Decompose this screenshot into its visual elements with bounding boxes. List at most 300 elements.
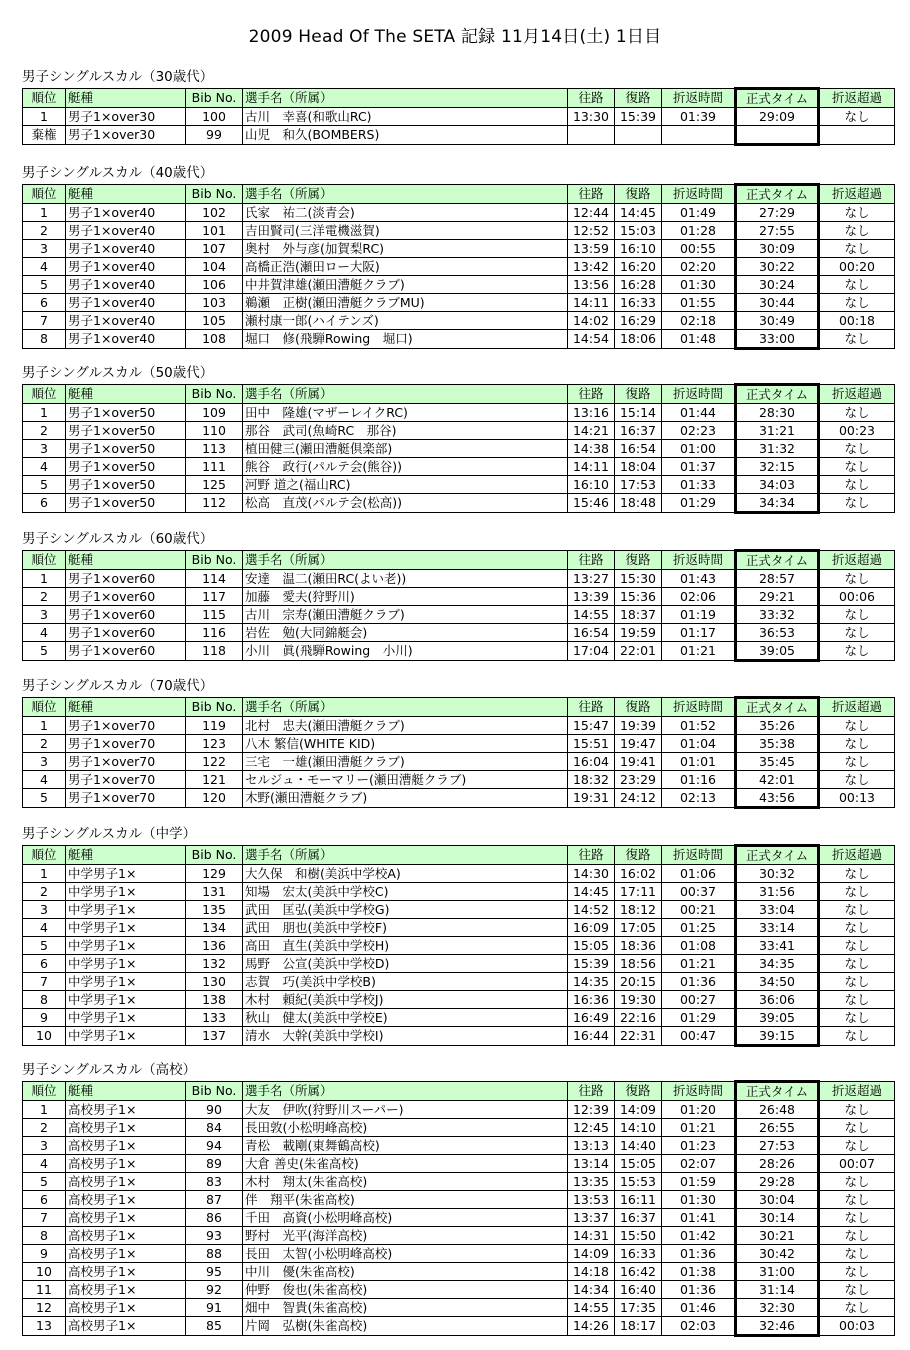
cell-return-time: 22:16 <box>615 1009 662 1027</box>
cell-return-time: 15:30 <box>615 570 662 588</box>
cell-outbound-time: 13:56 <box>568 276 615 294</box>
cell-athlete-name: 奥村 外与彦(加賀梨RC) <box>243 240 568 258</box>
cell-turn-time: 01:30 <box>662 1191 736 1209</box>
cell-turn-time: 01:36 <box>662 973 736 991</box>
results-table <box>22 549 895 662</box>
cell-outbound-time: 13:59 <box>568 240 615 258</box>
cell-official-time: 42:01 <box>736 771 819 789</box>
cell-return-time: 17:35 <box>615 1299 662 1317</box>
cell-athlete-name: 松高 直茂(パルテ会(松高)) <box>243 494 568 513</box>
cell-outbound-time: 19:31 <box>568 789 615 808</box>
cell-official-time: 30:21 <box>736 1227 819 1245</box>
cell-rank: 2 <box>23 422 66 440</box>
column-header-athlete-name: 選手名（所属） <box>243 89 568 108</box>
cell-bib-no: 118 <box>186 642 243 661</box>
cell-turn-time: 01:21 <box>662 1119 736 1137</box>
cell-official-time: 27:29 <box>736 204 819 222</box>
column-header-bib-no: Bib No. <box>186 1082 243 1101</box>
cell-bib-no: 100 <box>186 108 243 126</box>
cell-rank: 6 <box>23 955 66 973</box>
cell-turn-overtime: なし <box>819 717 895 735</box>
cell-athlete-name: 高橋正浩(瀬田ロー大阪) <box>243 258 568 276</box>
column-header-turn-time: 折返時間 <box>662 551 736 570</box>
cell-turn-time: 01:28 <box>662 222 736 240</box>
section-title: 男子シングルスカル（中学） <box>22 826 197 842</box>
cell-turn-overtime: 00:23 <box>819 422 895 440</box>
column-header-athlete-name: 選手名（所属） <box>243 1082 568 1101</box>
cell-boat-type: 男子1×over40 <box>66 204 186 222</box>
cell-official-time: 29:09 <box>736 108 819 126</box>
column-header-return-time: 復路 <box>615 846 662 865</box>
cell-official-time: 28:26 <box>736 1155 819 1173</box>
table-row <box>23 204 895 222</box>
cell-return-time: 15:53 <box>615 1173 662 1191</box>
column-header-official-time: 正式タイム <box>736 551 819 570</box>
cell-official-time: 29:28 <box>736 1173 819 1191</box>
cell-return-time: 18:06 <box>615 330 662 349</box>
cell-rank: 1 <box>23 204 66 222</box>
cell-outbound-time: 16:49 <box>568 1009 615 1027</box>
cell-official-time: 32:46 <box>736 1317 819 1336</box>
cell-boat-type: 高校男子1× <box>66 1317 186 1336</box>
cell-turn-time: 01:19 <box>662 606 736 624</box>
cell-outbound-time: 13:35 <box>568 1173 615 1191</box>
cell-rank: 9 <box>23 1245 66 1263</box>
cell-official-time: 27:55 <box>736 222 819 240</box>
cell-athlete-name: 大久保 和樹(美浜中学校A) <box>243 865 568 883</box>
table-row <box>23 789 895 808</box>
results-section <box>22 364 893 514</box>
cell-turn-overtime: なし <box>819 1009 895 1027</box>
cell-turn-overtime: なし <box>819 937 895 955</box>
cell-bib-no: 94 <box>186 1137 243 1155</box>
cell-rank: 3 <box>23 1137 66 1155</box>
cell-bib-no: 114 <box>186 570 243 588</box>
cell-outbound-time: 14:54 <box>568 330 615 349</box>
cell-turn-time: 02:20 <box>662 258 736 276</box>
cell-turn-overtime: 00:13 <box>819 789 895 808</box>
cell-turn-overtime: なし <box>819 1173 895 1191</box>
column-header-official-time: 正式タイム <box>736 385 819 404</box>
cell-return-time: 16:11 <box>615 1191 662 1209</box>
cell-return-time: 16:42 <box>615 1263 662 1281</box>
column-header-outbound-time: 往路 <box>568 1082 615 1101</box>
cell-official-time: 34:35 <box>736 955 819 973</box>
table-row <box>23 1299 895 1317</box>
cell-outbound-time: 14:09 <box>568 1245 615 1263</box>
cell-athlete-name: 大倉 善史(朱雀高校) <box>243 1155 568 1173</box>
cell-turn-time: 00:37 <box>662 883 736 901</box>
cell-return-time: 16:02 <box>615 865 662 883</box>
column-header-boat-type: 艇種 <box>66 89 186 108</box>
cell-boat-type: 中学男子1× <box>66 865 186 883</box>
cell-return-time: 23:29 <box>615 771 662 789</box>
cell-outbound-time: 13:30 <box>568 108 615 126</box>
cell-outbound-time: 12:52 <box>568 222 615 240</box>
cell-return-time: 18:37 <box>615 606 662 624</box>
cell-boat-type: 男子1×over40 <box>66 330 186 349</box>
cell-rank: 4 <box>23 919 66 937</box>
cell-boat-type: 男子1×over60 <box>66 588 186 606</box>
cell-athlete-name: 堀口 修(飛騨Rowing 堀口) <box>243 330 568 349</box>
cell-official-time: 34:50 <box>736 973 819 991</box>
cell-turn-overtime: なし <box>819 404 895 422</box>
cell-return-time: 19:47 <box>615 735 662 753</box>
cell-boat-type: 男子1×over50 <box>66 494 186 513</box>
column-header-turn-time: 折返時間 <box>662 1082 736 1101</box>
cell-turn-overtime <box>819 126 895 145</box>
column-header-return-time: 復路 <box>615 698 662 717</box>
cell-athlete-name: 瀬村康一郎(ハイテンズ) <box>243 312 568 330</box>
table-row <box>23 294 895 312</box>
cell-turn-overtime: なし <box>819 624 895 642</box>
cell-bib-no: 113 <box>186 440 243 458</box>
cell-turn-overtime: なし <box>819 883 895 901</box>
cell-return-time: 17:11 <box>615 883 662 901</box>
cell-athlete-name: 加藤 愛夫(狩野川) <box>243 588 568 606</box>
cell-return-time: 19:39 <box>615 717 662 735</box>
cell-bib-no: 85 <box>186 1317 243 1336</box>
cell-boat-type: 男子1×over30 <box>66 108 186 126</box>
column-header-athlete-name: 選手名（所属） <box>243 185 568 204</box>
column-header-rank: 順位 <box>23 1082 66 1101</box>
cell-return-time: 15:50 <box>615 1227 662 1245</box>
cell-boat-type: 高校男子1× <box>66 1101 186 1119</box>
cell-athlete-name: 高田 直生(美浜中学校H) <box>243 937 568 955</box>
cell-turn-time: 00:55 <box>662 240 736 258</box>
cell-turn-time: 01:17 <box>662 624 736 642</box>
cell-rank: 6 <box>23 494 66 513</box>
table-row <box>23 865 895 883</box>
column-header-outbound-time: 往路 <box>568 385 615 404</box>
column-header-rank: 順位 <box>23 551 66 570</box>
cell-turn-time: 01:25 <box>662 919 736 937</box>
column-header-turn-time: 折返時間 <box>662 846 736 865</box>
cell-turn-time: 01:43 <box>662 570 736 588</box>
cell-outbound-time: 12:45 <box>568 1119 615 1137</box>
cell-turn-overtime: なし <box>819 606 895 624</box>
column-header-bib-no: Bib No. <box>186 846 243 865</box>
cell-official-time: 31:21 <box>736 422 819 440</box>
cell-bib-no: 108 <box>186 330 243 349</box>
cell-rank: 7 <box>23 1209 66 1227</box>
table-row <box>23 955 895 973</box>
cell-turn-overtime: なし <box>819 1209 895 1227</box>
cell-return-time <box>615 126 662 145</box>
cell-outbound-time: 14:31 <box>568 1227 615 1245</box>
results-table <box>22 183 895 350</box>
cell-outbound-time: 14:11 <box>568 294 615 312</box>
table-row <box>23 404 895 422</box>
table-header-row <box>23 89 895 108</box>
cell-turn-time: 01:00 <box>662 440 736 458</box>
cell-turn-time: 01:44 <box>662 404 736 422</box>
cell-athlete-name: 野村 光平(海洋高校) <box>243 1227 568 1245</box>
cell-boat-type: 男子1×over70 <box>66 717 186 735</box>
cell-boat-type: 中学男子1× <box>66 901 186 919</box>
cell-boat-type: 男子1×over40 <box>66 240 186 258</box>
cell-athlete-name: 中井賀津雄(瀬田漕艇クラブ) <box>243 276 568 294</box>
cell-boat-type: 高校男子1× <box>66 1191 186 1209</box>
cell-turn-overtime: なし <box>819 901 895 919</box>
table-row <box>23 1101 895 1119</box>
cell-return-time: 15:39 <box>615 108 662 126</box>
cell-turn-overtime: なし <box>819 476 895 494</box>
cell-turn-time: 01:39 <box>662 108 736 126</box>
cell-boat-type: 男子1×over70 <box>66 735 186 753</box>
cell-outbound-time: 14:18 <box>568 1263 615 1281</box>
cell-boat-type: 中学男子1× <box>66 1009 186 1027</box>
cell-rank: 10 <box>23 1027 66 1046</box>
cell-bib-no: 90 <box>186 1101 243 1119</box>
cell-official-time: 32:15 <box>736 458 819 476</box>
cell-boat-type: 男子1×over70 <box>66 753 186 771</box>
cell-turn-time: 01:08 <box>662 937 736 955</box>
cell-athlete-name: 八木 繁信(WHITE KID) <box>243 735 568 753</box>
cell-return-time: 16:37 <box>615 422 662 440</box>
cell-bib-no: 87 <box>186 1191 243 1209</box>
column-header-official-time: 正式タイム <box>736 698 819 717</box>
cell-turn-time: 01:38 <box>662 1263 736 1281</box>
cell-official-time: 30:42 <box>736 1245 819 1263</box>
table-row <box>23 1209 895 1227</box>
cell-turn-overtime: なし <box>819 294 895 312</box>
table-row <box>23 494 895 513</box>
table-header-row <box>23 185 895 204</box>
cell-athlete-name: 北村 忠夫(瀬田漕艇クラブ) <box>243 717 568 735</box>
cell-outbound-time: 13:39 <box>568 588 615 606</box>
cell-turn-time: 01:29 <box>662 1009 736 1027</box>
cell-bib-no: 105 <box>186 312 243 330</box>
results-section <box>22 825 893 1047</box>
cell-bib-no: 117 <box>186 588 243 606</box>
cell-official-time <box>736 126 819 145</box>
cell-boat-type: 高校男子1× <box>66 1263 186 1281</box>
table-header-row <box>23 1082 895 1101</box>
cell-rank: 4 <box>23 458 66 476</box>
column-header-turn-time: 折返時間 <box>662 385 736 404</box>
cell-turn-overtime: なし <box>819 1027 895 1046</box>
cell-outbound-time: 14:52 <box>568 901 615 919</box>
cell-official-time: 28:30 <box>736 404 819 422</box>
cell-outbound-time: 15:51 <box>568 735 615 753</box>
cell-bib-no: 115 <box>186 606 243 624</box>
cell-return-time: 15:14 <box>615 404 662 422</box>
cell-official-time: 35:26 <box>736 717 819 735</box>
cell-return-time: 18:04 <box>615 458 662 476</box>
column-header-bib-no: Bib No. <box>186 385 243 404</box>
cell-bib-no: 92 <box>186 1281 243 1299</box>
cell-boat-type: 高校男子1× <box>66 1173 186 1191</box>
cell-outbound-time: 14:26 <box>568 1317 615 1336</box>
table-row <box>23 570 895 588</box>
cell-turn-time: 01:41 <box>662 1209 736 1227</box>
cell-turn-overtime: なし <box>819 1191 895 1209</box>
results-section <box>22 68 893 146</box>
cell-turn-overtime: 00:03 <box>819 1317 895 1336</box>
cell-rank: 1 <box>23 717 66 735</box>
cell-bib-no: 137 <box>186 1027 243 1046</box>
cell-turn-overtime: なし <box>819 1299 895 1317</box>
cell-turn-time: 01:33 <box>662 476 736 494</box>
cell-rank: 3 <box>23 901 66 919</box>
cell-turn-time: 01:55 <box>662 294 736 312</box>
cell-return-time: 16:20 <box>615 258 662 276</box>
cell-turn-time: 02:18 <box>662 312 736 330</box>
cell-return-time: 19:59 <box>615 624 662 642</box>
cell-boat-type: 男子1×over50 <box>66 422 186 440</box>
cell-return-time: 18:36 <box>615 937 662 955</box>
cell-bib-no: 102 <box>186 204 243 222</box>
table-row <box>23 258 895 276</box>
section-title: 男子シングルスカル（70歳代） <box>22 678 214 694</box>
column-header-athlete-name: 選手名（所属） <box>243 698 568 717</box>
cell-athlete-name: 安達 温二(瀬田RC(よい老)) <box>243 570 568 588</box>
cell-boat-type: 男子1×over60 <box>66 624 186 642</box>
cell-rank: 6 <box>23 294 66 312</box>
results-table <box>22 87 895 146</box>
cell-turn-time: 01:46 <box>662 1299 736 1317</box>
cell-bib-no: 132 <box>186 955 243 973</box>
cell-athlete-name: 古川 宗寿(瀬田漕艇クラブ) <box>243 606 568 624</box>
table-header-row <box>23 846 895 865</box>
cell-rank: 6 <box>23 1191 66 1209</box>
column-header-rank: 順位 <box>23 698 66 717</box>
cell-rank: 5 <box>23 476 66 494</box>
cell-turn-time: 00:47 <box>662 1027 736 1046</box>
cell-turn-time: 01:23 <box>662 1137 736 1155</box>
cell-outbound-time: 16:54 <box>568 624 615 642</box>
cell-turn-time: 02:07 <box>662 1155 736 1173</box>
table-row <box>23 753 895 771</box>
cell-rank: 7 <box>23 973 66 991</box>
cell-turn-time: 01:20 <box>662 1101 736 1119</box>
table-row <box>23 973 895 991</box>
cell-return-time: 18:12 <box>615 901 662 919</box>
cell-outbound-time: 12:44 <box>568 204 615 222</box>
cell-bib-no: 95 <box>186 1263 243 1281</box>
cell-boat-type: 男子1×over60 <box>66 606 186 624</box>
cell-turn-overtime: なし <box>819 1119 895 1137</box>
cell-outbound-time: 13:42 <box>568 258 615 276</box>
cell-official-time: 33:04 <box>736 901 819 919</box>
cell-turn-time: 02:23 <box>662 422 736 440</box>
cell-athlete-name: 秋山 健太(美浜中学校E) <box>243 1009 568 1027</box>
table-row <box>23 1173 895 1191</box>
cell-outbound-time: 13:37 <box>568 1209 615 1227</box>
cell-turn-time: 01:01 <box>662 753 736 771</box>
table-row <box>23 624 895 642</box>
cell-return-time: 14:40 <box>615 1137 662 1155</box>
table-row <box>23 240 895 258</box>
cell-bib-no: 101 <box>186 222 243 240</box>
cell-turn-overtime: なし <box>819 1281 895 1299</box>
cell-turn-time: 01:52 <box>662 717 736 735</box>
column-header-boat-type: 艇種 <box>66 698 186 717</box>
cell-official-time: 30:14 <box>736 1209 819 1227</box>
table-row <box>23 1245 895 1263</box>
cell-turn-time: 01:16 <box>662 771 736 789</box>
cell-rank: 8 <box>23 991 66 1009</box>
table-row <box>23 588 895 606</box>
cell-outbound-time: 13:53 <box>568 1191 615 1209</box>
column-header-athlete-name: 選手名（所属） <box>243 551 568 570</box>
cell-rank: 8 <box>23 330 66 349</box>
column-header-official-time: 正式タイム <box>736 89 819 108</box>
cell-turn-time: 01:48 <box>662 330 736 349</box>
cell-rank: 2 <box>23 883 66 901</box>
cell-official-time: 35:45 <box>736 753 819 771</box>
cell-official-time: 32:30 <box>736 1299 819 1317</box>
cell-bib-no: 111 <box>186 458 243 476</box>
cell-bib-no: 107 <box>186 240 243 258</box>
table-row <box>23 771 895 789</box>
table-row <box>23 276 895 294</box>
cell-rank: 5 <box>23 642 66 661</box>
cell-official-time: 33:00 <box>736 330 819 349</box>
column-header-athlete-name: 選手名（所属） <box>243 846 568 865</box>
cell-return-time: 16:10 <box>615 240 662 258</box>
cell-official-time: 35:38 <box>736 735 819 753</box>
column-header-outbound-time: 往路 <box>568 698 615 717</box>
results-table <box>22 696 895 809</box>
cell-official-time: 29:21 <box>736 588 819 606</box>
cell-official-time: 28:57 <box>736 570 819 588</box>
cell-turn-time: 01:59 <box>662 1173 736 1191</box>
table-row <box>23 1281 895 1299</box>
cell-turn-overtime: なし <box>819 1101 895 1119</box>
cell-rank: 2 <box>23 1119 66 1137</box>
cell-turn-overtime: 00:07 <box>819 1155 895 1173</box>
cell-official-time: 33:32 <box>736 606 819 624</box>
cell-rank: 4 <box>23 771 66 789</box>
column-header-bib-no: Bib No. <box>186 89 243 108</box>
cell-outbound-time: 14:11 <box>568 458 615 476</box>
cell-turn-overtime: なし <box>819 771 895 789</box>
cell-athlete-name: 氏家 祐二(淡青会) <box>243 204 568 222</box>
cell-turn-overtime: なし <box>819 330 895 349</box>
column-header-return-time: 復路 <box>615 185 662 204</box>
cell-official-time: 34:03 <box>736 476 819 494</box>
cell-athlete-name: 清水 大幹(美浜中学校I) <box>243 1027 568 1046</box>
cell-official-time: 33:41 <box>736 937 819 955</box>
cell-boat-type: 高校男子1× <box>66 1227 186 1245</box>
cell-athlete-name: 田中 隆雄(マザーレイクRC) <box>243 404 568 422</box>
cell-turn-time: 00:27 <box>662 991 736 1009</box>
column-header-athlete-name: 選手名（所属） <box>243 385 568 404</box>
cell-rank: 1 <box>23 570 66 588</box>
cell-bib-no: 130 <box>186 973 243 991</box>
cell-athlete-name: 小川 眞(飛騨Rowing 小川) <box>243 642 568 661</box>
cell-rank: 3 <box>23 753 66 771</box>
cell-athlete-name: 岩佐 勉(大同錦艇会) <box>243 624 568 642</box>
cell-turn-overtime: なし <box>819 276 895 294</box>
column-header-official-time: 正式タイム <box>736 185 819 204</box>
cell-boat-type: 男子1×over60 <box>66 642 186 661</box>
cell-boat-type: 男子1×over60 <box>66 570 186 588</box>
cell-turn-overtime: なし <box>819 440 895 458</box>
column-header-official-time: 正式タイム <box>736 846 819 865</box>
cell-outbound-time: 13:16 <box>568 404 615 422</box>
cell-boat-type: 高校男子1× <box>66 1245 186 1263</box>
cell-rank: 1 <box>23 1101 66 1119</box>
cell-turn-time: 02:03 <box>662 1317 736 1336</box>
cell-boat-type: 男子1×over50 <box>66 440 186 458</box>
cell-outbound-time: 14:02 <box>568 312 615 330</box>
table-row <box>23 1137 895 1155</box>
cell-athlete-name: 知場 宏太(美浜中学校C) <box>243 883 568 901</box>
column-header-outbound-time: 往路 <box>568 89 615 108</box>
